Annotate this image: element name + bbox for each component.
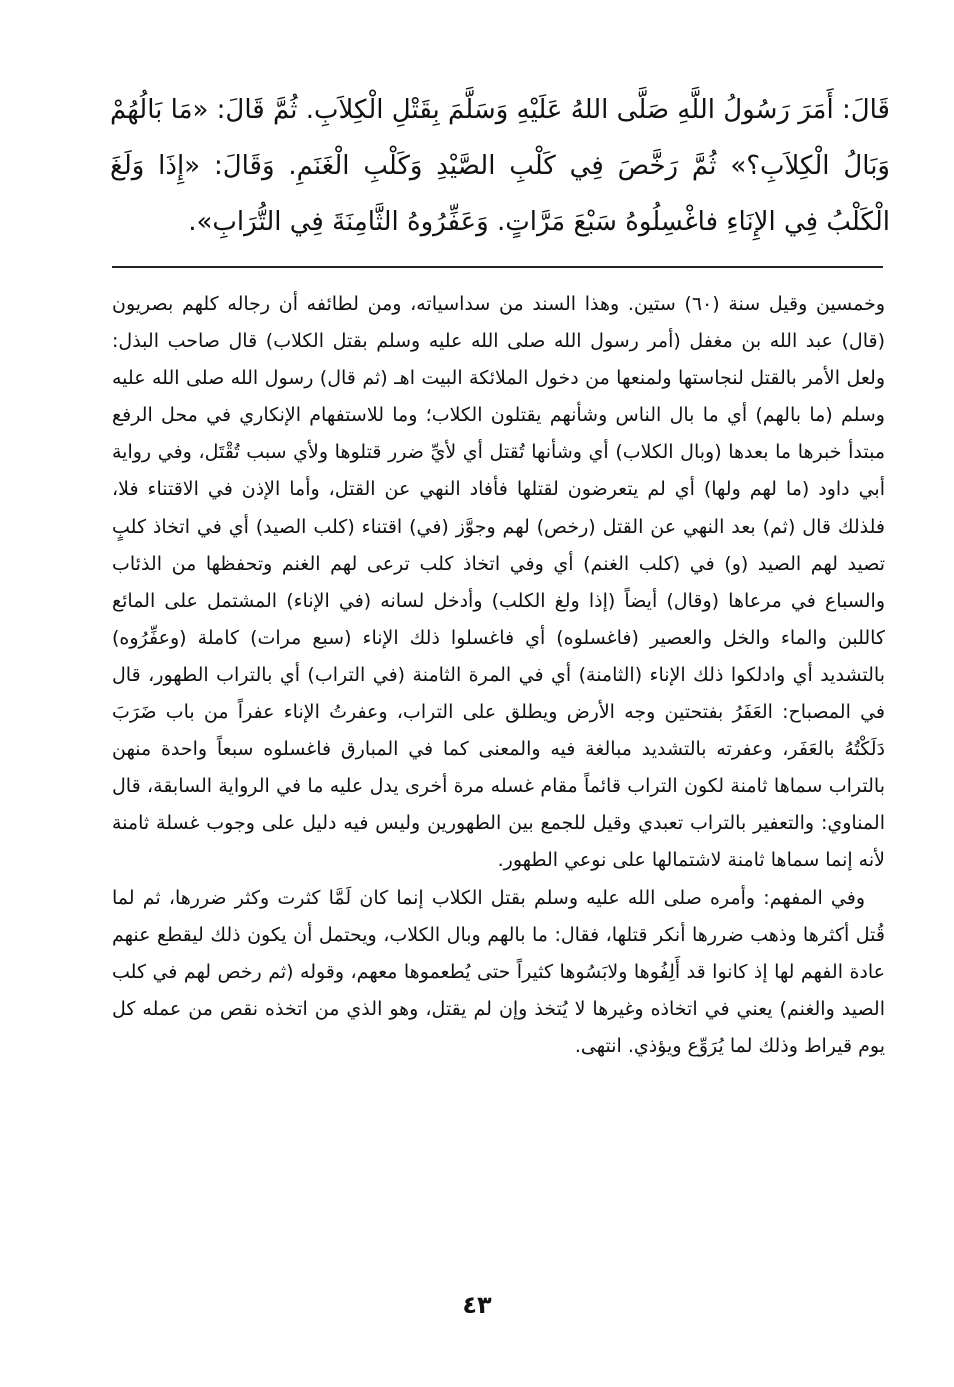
hadith-text: قَالَ: أَمَرَ رَسُولُ اللَّهِ صَلَّى اللهُ عَلَيْهِ وَسَلَّمَ بِقَتْلِ الْكِلاَبِ. ثُمَّ قَالَ: «مَا بَالُهُمْ وَبَالُ الْكِلاَبِ؟» ثُمَّ رَخَّصَ فِي كَلْبِ الصَّيْدِ وَكَلْبِ الْغَنَمِ. وَقَالَ: «إِذَا وَلَغَ الْكَلْبُ فِي الإِنَاءِ فاغْسِلُوهُ سَبْعَ مَرَّاتٍ. وَعَفِّرُوهُ الثَّامِنَةَ فِي التُّرَابِ». bbox=[110, 95, 890, 237]
footnote-divider bbox=[112, 266, 883, 268]
commentary-paragraph: وفي المفهم: وأمره صلى الله عليه وسلم بقتل الكلاب إنما كان لَمَّا كثرت وكثر ضررها، ثم لما قُتل أكثرها وذهب ضررها أنكر قتلها، فقال: ما بالهم وبال الكلاب، ويحتمل أن يكون ذلك ليقطع عنهم عادة الفهم لها إذ كانوا قد أَلِفُوها ولابَسُوها كثيراً حتى يُطعموها معهم، وقوله (ثم رخص لهم في كلب الصيد والغنم) يعني في اتخاذه وغيرها لا يُتخذ وإن لم يقتل، وهو الذي من اتخذه نقص من عمله كل يوم قيراط وذلك لما يُرَوِّع ويؤذي. انتهى. bbox=[112, 886, 885, 1057]
commentary-paragraph: وخمسين وقيل سنة (٦٠) ستين. وهذا السند من سداسياته، ومن لطائفه أن رجاله كلهم بصريون (قال) عبد الله بن مغفل (أمر رسول الله صلى الله عليه وسلم بقتل الكلاب) قال صاحب البذل: ولعل الأمر بالقتل لنجاستها ولمنعها من دخول الملائكة البيت اهـ (ثم قال) رسول الله صلى الله عليه وسلم (ما بالهم) أي ما بال الناس وشأنهم يقتلون الكلاب؛ وما للاستفهام الإنكاري في محل الرفع مبتدأ خبرها ما بعدها (وبال الكلاب) أي وشأنها تُقتل أي لأيِّ ضرر قتلوها ولأي سبب تُقْتَل، وفي رواية أبي داود (ما لهم ولها) أي لم يتعرضون لقتلها فأفاد النهي عن القتل، وأما الإذن في الاقتناء فلا، فلذلك قال (ثم) بعد النهي عن القتل (رخص) لهم وجوَّز (في) اقتناء (كلب الصيد) أي في اتخاذ كلبٍ تصيد لهم الصيد (و) في (كلب الغنم) أي وفي اتخاذ كلب ترعى لهم الغنم وتحفظها من الذئاب والسباع في مرعاها (وقال) أيضاً (إذا ولغ الكلب) وأدخل لسانه (في الإناء) المشتمل على المائع كاللبن والماء والخل والعصير (فاغسلوه) أي فاغسلوا ذلك الإناء (سبع مرات) كاملة (وعفِّرُوه) بالتشديد أي وادلكوا ذلك الإناء (الثامنة) أي في المرة الثامنة (في التراب) أي بالتراب الطهور، قال في المصباح: العَفَرُ بفتحتين وجه الأرض ويطلق على التراب، وعفرتُ الإناء عفراً من باب ضَرَبَ دَلَكْتُهُ بالعَفَر، وعفرته بالتشديد مبالغة فيه والمعنى كما في المبارق فاغسلوه سبعاً واحدة منهن بالتراب سماها ثامنة لكون التراب قائماً مقام غسله مرة أخرى يدل عليه ما في الرواية السابقة، قال المناوي: والتعفير بالتراب تعبدي وقيل للجمع بين الطهورين وليس فيه دليل على وجوب غسلة ثامنة لأنه إنما سماها ثامنة لاشتمالها على نوعي الطهور. bbox=[112, 293, 885, 872]
page-number: ٤٣ bbox=[462, 1291, 492, 1319]
commentary-section bbox=[112, 286, 885, 1065]
